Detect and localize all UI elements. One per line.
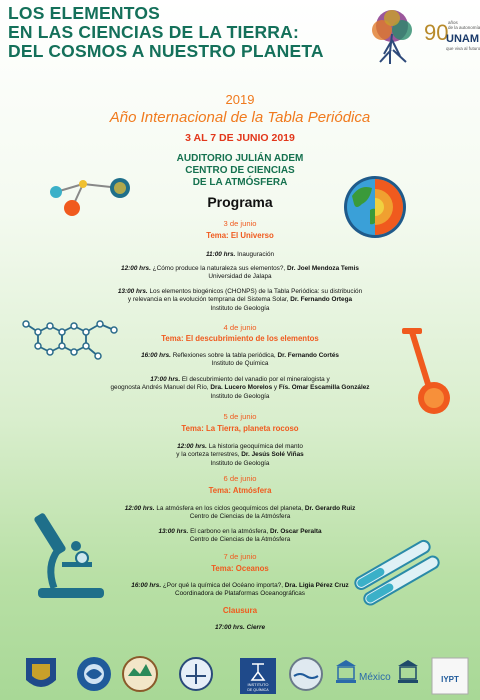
talk-inauguration: 11:00 hrs. Inauguración xyxy=(205,251,275,258)
talk-ortega: 13:00 hrs. Los elementos biogénicos (CHONPS) de la Tabla Periódica: su distribución y relevancia en la evolución temprana del Sistema Solar, Dr. Fernando Ortega Instituto de Geología xyxy=(117,288,363,312)
subtitle: Año Internacional de la Tabla Periódica xyxy=(109,109,371,126)
ccaa-circle-icon xyxy=(77,657,111,691)
venue: AUDITORIO JULIÁN ADEM CENTRO DE CIENCIAS DE LA ATMÓSFERA xyxy=(176,153,304,188)
day-1-date: 3 de junio xyxy=(223,219,257,228)
mexico-label: México xyxy=(359,672,391,683)
oceanography-seal-icon xyxy=(290,658,322,690)
closing-heading: Clausura xyxy=(222,606,258,615)
day-5-date: 7 de junio xyxy=(223,552,257,561)
event-dates: 3 AL 7 DE JUNIO 2019 xyxy=(185,132,295,144)
talk-sole: 12:00 hrs. La historia geoquímica del manto y la corteza terrestres, Dr. Jesús Solé Viñas Instituto de Geología xyxy=(176,443,304,467)
svg-text:DE QUÍMICA: DE QUÍMICA xyxy=(247,688,269,692)
unesco-temple-icon xyxy=(398,660,418,683)
atoms-molecule-icon xyxy=(38,172,138,222)
svg-text:de la autonomía: de la autonomía xyxy=(448,25,480,30)
iypt-logo xyxy=(432,658,468,694)
poster-title xyxy=(8,4,348,61)
talk-mendoza: 12:00 hrs. ¿Cómo produce la naturaleza sus elementos?, Dr. Joel Mendoza Temis Universidad de Jalapa xyxy=(121,265,359,281)
tree-icon xyxy=(372,10,412,64)
unesco-icon xyxy=(336,660,356,683)
title-line-2: EN LAS CIENCIAS DE LA TIERRA: xyxy=(8,22,299,42)
day-1-theme: Tema: El Universo xyxy=(206,231,274,240)
year: 2019 xyxy=(225,92,255,107)
talk-cortes: 16:00 hrs. Reflexiones sobre la tabla periódica, Dr. Fernando Cortés Instituto de Química xyxy=(141,352,339,368)
geophysics-seal-icon xyxy=(180,658,212,690)
geology-seal-icon xyxy=(123,657,157,691)
svg-text:INSTITUTO: INSTITUTO xyxy=(247,682,269,687)
program-heading: Programa xyxy=(207,194,273,210)
unam-shield-icon xyxy=(26,658,56,687)
day-2-date: 4 de junio xyxy=(223,323,257,332)
title-line-3: DEL COSMOS A NUESTRO PLANETA xyxy=(8,41,324,61)
logo-name: UNAM xyxy=(446,33,479,45)
svg-text:IYPT: IYPT xyxy=(441,675,459,684)
instituto-quimica-logo xyxy=(240,658,276,694)
talk-ruiz: 12:00 hrs. La atmósfera en los ciclos geoquímicos del planeta, Dr. Gerardo Ruiz Centro de Ciencias de la Atmósfera xyxy=(124,505,356,521)
logo-number: 90 xyxy=(424,20,449,45)
talk-peralta: 13:00 hrs. El carbono en la atmósfera, Dr. Oscar Peralta Centro de Ciencias de la Atmósfera xyxy=(158,528,322,544)
sponsor-logos xyxy=(22,652,472,698)
svg-text:años: años xyxy=(448,20,458,25)
closing-time: 17:00 hrs. Cierre xyxy=(214,624,266,631)
talk-morelos: 17:00 hrs. El descubrimiento del vanadio por el mineralogista y geognosta Andrés Manuel del Río, Dra. Lucero Morelos y Fís. Omar Escamilla González Instituto de Geología xyxy=(110,376,370,400)
earth-layers-icon xyxy=(342,174,408,240)
day-2-theme: Tema: El descubrimiento de los elementos xyxy=(161,334,319,343)
day-3-date: 5 de junio xyxy=(223,412,257,421)
title-line-1: LOS ELEMENTOS xyxy=(8,3,161,23)
day-4-theme: Tema: Atmósfera xyxy=(208,486,272,495)
talk-perez: 16:00 hrs. ¿Por qué la química del Océano importa?, Dra. Ligia Pérez Cruz Coordinadora de Plataformas Oceanográficas xyxy=(131,582,349,598)
svg-text:que viva al futuro: que viva al futuro xyxy=(446,46,480,51)
unam-90-logo xyxy=(362,6,480,68)
day-4-date: 6 de junio xyxy=(223,474,257,483)
day-3-theme: Tema: La Tierra, planeta rocoso xyxy=(181,424,299,433)
day-5-theme: Tema: Oceanos xyxy=(211,564,269,573)
